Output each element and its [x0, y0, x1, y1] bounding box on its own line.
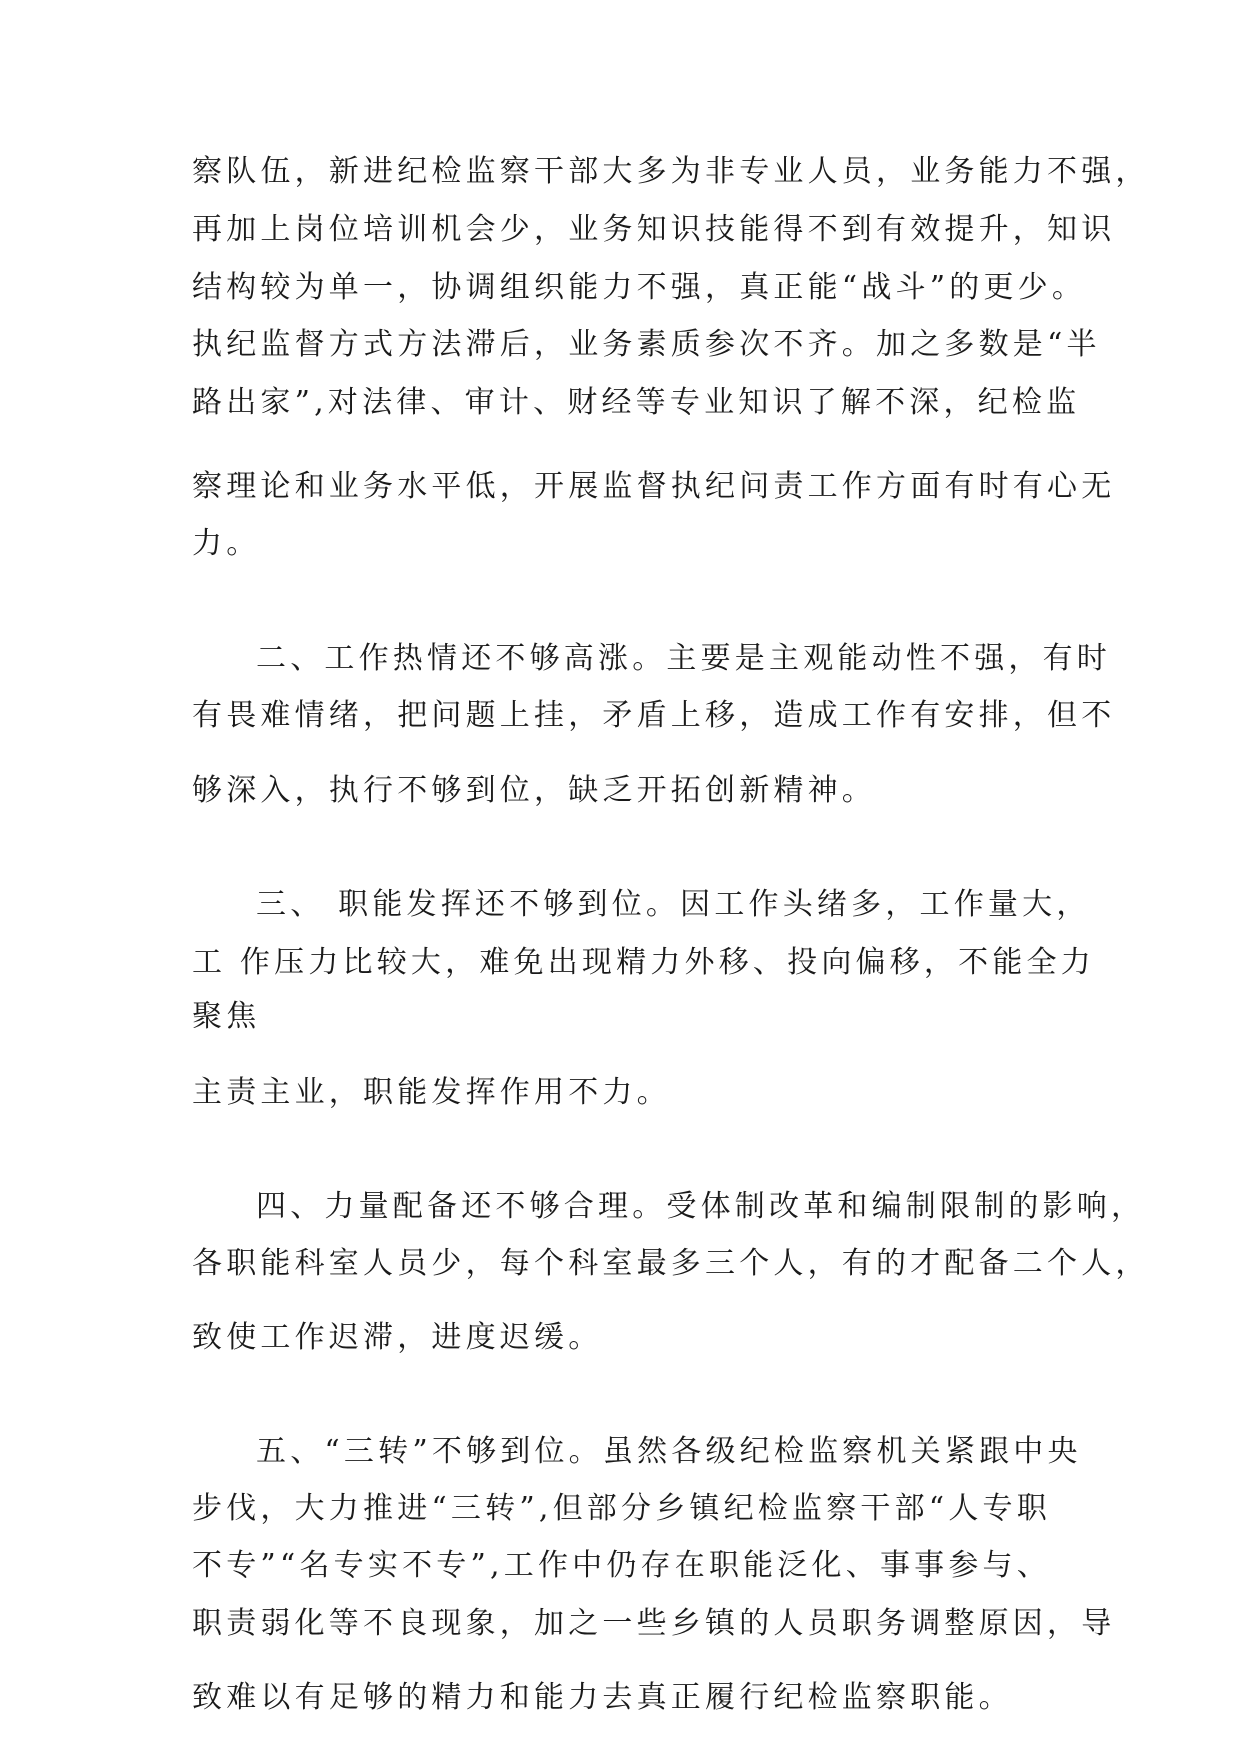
text-line: 工 作压力比较大，难免出现精力外移、投向偏移，不能全力: [192, 945, 1095, 980]
text-line: 各职能科室人员少，每个科室最多三个人，有的才配备二个人，: [192, 1246, 1150, 1281]
text-line: 主责主业，职能发挥作用不力。: [192, 1075, 671, 1110]
text-line: 察理论和业务水平低，开展监督执纪问责工作方面有时有心无: [192, 469, 1116, 504]
text-line: 有畏难情绪，把问题上挂，矛盾上移，造成工作有安排，但不: [192, 698, 1116, 733]
text-line: 再加上岗位培训机会少，业务知识技能得不到有效提升，知识: [192, 212, 1116, 247]
text-line: 结构较为单一，协调组织能力不强，真正能“战斗”的更少。: [192, 270, 1087, 305]
text-line: 不专”“名专实不专”,工作中仍存在职能泛化、事事参与、: [192, 1548, 1051, 1583]
paragraph-heading-line: 四、力量配备还不够合理。受体制改革和编制限制的影响，: [256, 1189, 1146, 1224]
text-line: 够深入，执行不够到位，缺乏开拓创新精神。: [192, 773, 876, 808]
paragraph-heading-line: 三、 职能发挥还不够到位。因工作头绪多，工作量大，: [256, 887, 1091, 922]
paragraph-heading-line: 五、“三转”不够到位。虽然各级纪检监察机关紧跟中央: [256, 1434, 1082, 1469]
text-line: 致难以有足够的精力和能力去真正履行纪检监察职能。: [192, 1680, 1013, 1715]
text-line: 致使工作迟滞，进度迟缓。: [192, 1320, 603, 1355]
text-line: 路出家”,对法律、审计、财经等专业知识了解不深，纪检监: [192, 385, 1081, 420]
text-line: 职责弱化等不良现象，加之一些乡镇的人员职务调整原因，导: [192, 1606, 1116, 1641]
paragraph-heading-line: 二、工作热情还不够高涨。主要是主观能动性不强，有时: [256, 641, 1111, 676]
text-line: 步伐，大力推进“三转”,但部分乡镇纪检监察干部“人专职: [192, 1491, 1051, 1526]
text-line: 执纪监督方式方法滞后，业务素质参次不齐。加之多数是“半: [192, 327, 1101, 362]
text-line: 察队伍，新进纪检监察干部大多为非专业人员，业务能力不强，: [192, 154, 1150, 189]
text-line: 聚焦: [192, 999, 261, 1034]
text-line: 力。: [192, 526, 261, 561]
